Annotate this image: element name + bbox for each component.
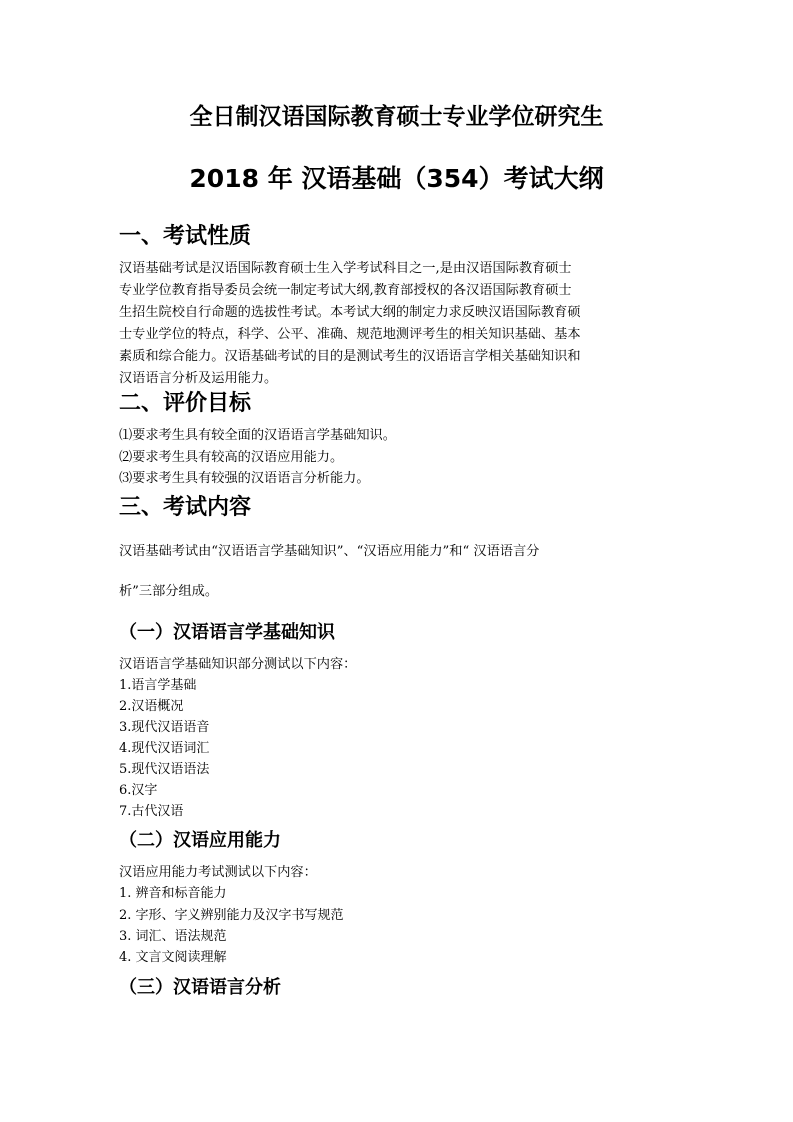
- section1-paragraph-line: 汉语语言分析及运用能力。: [119, 371, 278, 386]
- subsection1-item: 4.现代汉语词汇: [119, 741, 210, 756]
- subsection1-lead: 汉语语言学基础知识部分测试以下内容：: [119, 657, 357, 672]
- section1-paragraph-line: 汉语基础考试是汉语国际教育硕士生入学考试科目之一,是由汉语国际教育硕士: [119, 261, 572, 276]
- section2-heading: 二、评价目标: [119, 391, 252, 416]
- subsection1-item: 2.汉语概况: [119, 699, 184, 714]
- subsection1-item: 1.语言学基础: [119, 678, 197, 693]
- subsection1-item: 6.汉字: [119, 783, 158, 798]
- section1-heading: 一、考试性质: [119, 224, 252, 249]
- section1-paragraph-line: 素质和综合能力。汉语基础考试的目的是测试考生的汉语语言学相关基础知识和: [119, 349, 581, 364]
- subsection2-item: 3. 词汇、语法规范: [119, 929, 227, 944]
- section2-item: ⑵要求考生具有较高的汉语应用能力。: [119, 450, 344, 465]
- subsection2-item: 1. 辨音和标音能力: [119, 886, 227, 901]
- subsection2-lead: 汉语应用能力考试测试以下内容：: [119, 865, 317, 880]
- section1-paragraph-line: 士专业学位的特点，科学、公平、准确、规范地测评考生的相关知识基础、基本: [119, 327, 581, 342]
- section1-paragraph-line: 生招生院校自行命题的选拔性考试。本考试大纲的制定力求反映汉语国际教育硕: [119, 305, 581, 320]
- subsection2-item: 2. 字形、字义辨别能力及汉字书写规范: [119, 908, 344, 923]
- subsection1-item: 7.古代汉语: [119, 804, 184, 819]
- section2-item: ⑶要求考生具有较强的汉语语言分析能力。: [119, 471, 370, 486]
- subsection3-heading: （三）汉语语言分析: [119, 977, 281, 998]
- subsection2-item: 4. 文言文阅读理解: [119, 950, 227, 965]
- section3-intro-line: 汉语基础考试由“汉语语言学基础知识”、“汉语应用能力”和“ 汉语语言分: [119, 544, 540, 559]
- subsection1-item: 3.现代汉语语音: [119, 720, 210, 735]
- section1-paragraph-line: 专业学位教育指导委员会统一制定考试大纲,教育部授权的各汉语国际教育硕士: [119, 283, 572, 298]
- section3-intro-line: 析”三部分组成。: [119, 584, 219, 599]
- subsection1-item: 5.现代汉语语法: [119, 762, 210, 777]
- document-title-line2: 2018 年 汉语基础（354）考试大纲: [189, 164, 604, 193]
- section3-heading: 三、考试内容: [119, 495, 252, 520]
- document-title-line1: 全日制汉语国际教育硕士专业学位研究生: [189, 104, 604, 130]
- subsection2-heading: （二）汉语应用能力: [119, 830, 281, 851]
- subsection1-heading: （一）汉语语言学基础知识: [119, 622, 335, 643]
- section2-item: ⑴要求考生具有较全面的汉语语言学基础知识。: [119, 428, 396, 443]
